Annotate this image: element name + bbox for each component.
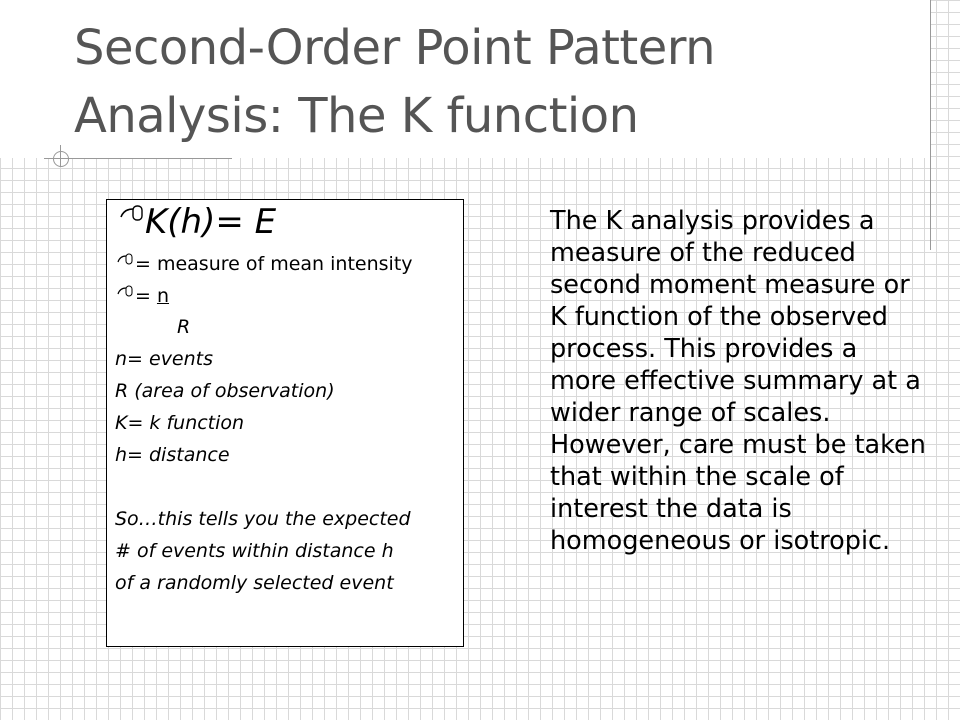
formula-line-kfunc: K= k function xyxy=(115,412,245,434)
formula-line-events: n= events xyxy=(115,348,214,370)
formula-line-k-text: K(h)= E xyxy=(145,202,277,242)
formula-line-n xyxy=(115,284,169,307)
formula-line-random-event: of a randomly selected event xyxy=(115,572,394,594)
formula-line-so: So…this tells you the expected xyxy=(115,508,411,530)
formula-line-n-prefix: = xyxy=(135,285,157,307)
formula-line-area: R (area of observation) xyxy=(115,380,335,402)
decorative-horizontal-line xyxy=(44,158,232,159)
formula-line-mean-text: = measure of mean intensity xyxy=(135,253,413,275)
bullet-icon xyxy=(115,203,145,237)
decorative-circle xyxy=(53,151,69,167)
slide-title: Second-Order Point Pattern Analysis: The K function xyxy=(74,20,716,144)
formula-box xyxy=(106,199,464,647)
formula-line-k xyxy=(115,202,276,242)
formula-line-events-within: # of events within distance h xyxy=(115,540,394,562)
formula-line-n-numerator: n xyxy=(156,285,170,307)
formula-line-r: R xyxy=(177,316,191,338)
bullet-icon xyxy=(115,252,135,272)
formula-line-distance: h= distance xyxy=(115,444,230,466)
bullet-icon xyxy=(115,284,135,304)
decorative-vertical-line xyxy=(930,0,931,250)
body-paragraph: The K analysis provides a measure of the reduced second moment measure or K function of the observed process. This provides a more effective summary at a wider range of scales. However, care must be taken that within the scale of interest the data is homogeneous or isotropic. xyxy=(550,206,926,556)
decorative-circle-stem xyxy=(60,145,61,167)
formula-line-mean xyxy=(115,252,413,275)
